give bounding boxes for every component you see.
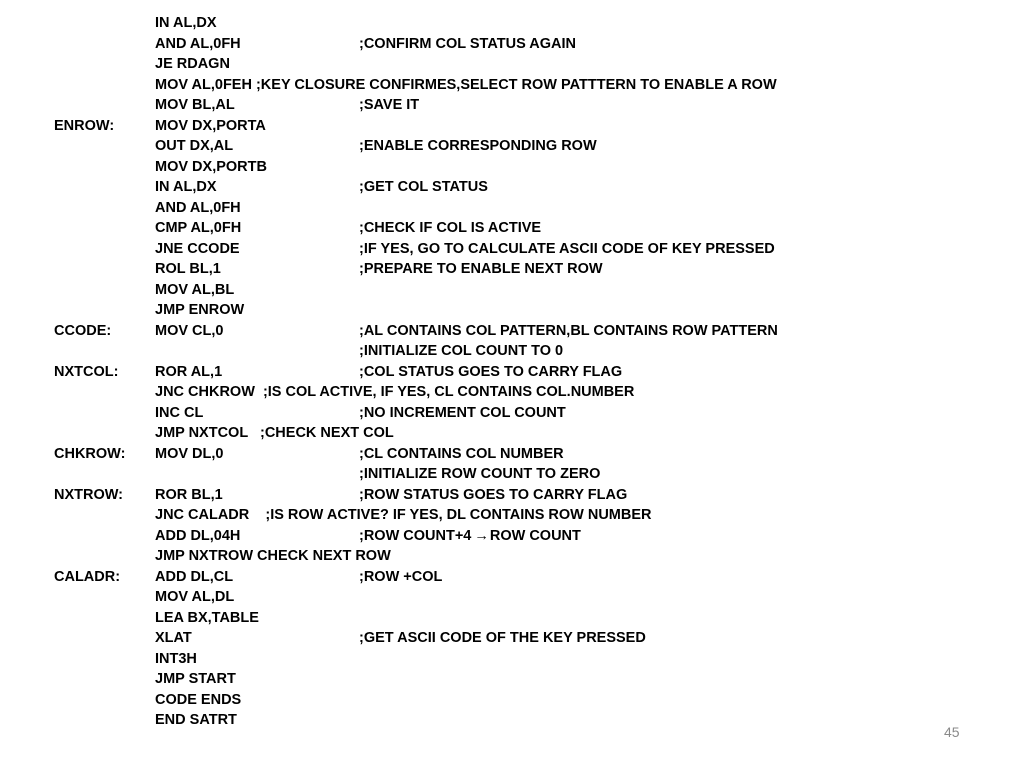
code-line — [54, 321, 994, 342]
code-label: CHKROW: — [54, 445, 126, 462]
code-comment — [359, 464, 600, 485]
code-line — [54, 34, 994, 55]
code-line — [54, 423, 994, 444]
code-comment-text: ;COL STATUS GOES TO CARRY FLAG — [359, 363, 623, 380]
code-line — [54, 198, 994, 219]
code-line — [54, 403, 994, 424]
code-comment — [359, 526, 581, 547]
assembly-code-listing — [54, 13, 994, 731]
code-instruction: INT3H — [155, 650, 197, 667]
code-instruction: MOV DX,PORTB — [155, 158, 267, 175]
code-instruction: JE RDAGN — [155, 56, 230, 72]
code-instruction: ADD DL,04H — [155, 527, 241, 544]
code-line — [54, 608, 994, 629]
code-comment-text: ;ROW COUNT+4 — [359, 527, 472, 544]
code-instruction: JMP START — [155, 671, 236, 687]
code-comment — [359, 341, 563, 362]
code-comment-text: ;PREPARE TO ENABLE NEXT ROW — [359, 261, 603, 277]
code-instruction: JNC CHKROW ;IS COL ACTIVE, IF YES, CL CONTAINS COL.NUMBER — [155, 384, 635, 400]
page-number: 45 — [944, 724, 960, 740]
code-line — [54, 95, 994, 116]
code-comment-text: ;ENABLE CORRESPONDING ROW — [359, 138, 597, 154]
code-comment — [359, 34, 576, 55]
code-comment-tail: ROW COUNT — [489, 527, 581, 544]
code-comment-text: ;CHECK IF COL IS ACTIVE — [359, 220, 542, 236]
code-instruction: MOV BL,AL — [155, 97, 235, 113]
code-instruction: JMP NXTROW CHECK NEXT ROW — [155, 548, 391, 564]
code-line — [54, 649, 994, 670]
code-comment — [359, 403, 566, 424]
code-label: CCODE: — [54, 322, 112, 339]
code-label: CALADR: — [54, 568, 121, 585]
code-instruction: CMP AL,0FH — [155, 220, 242, 236]
code-line — [54, 157, 994, 178]
code-line — [54, 13, 994, 34]
code-instruction: MOV AL,BL — [155, 281, 235, 298]
code-line — [54, 239, 994, 260]
code-line — [54, 464, 994, 485]
code-comment — [359, 485, 627, 506]
code-comment — [359, 177, 488, 198]
code-line — [54, 259, 994, 280]
code-comment-text: ;GET COL STATUS — [359, 179, 488, 195]
code-comment — [359, 136, 597, 157]
code-line — [54, 444, 994, 465]
code-instruction: AND AL,0FH — [155, 35, 241, 52]
code-comment — [359, 218, 541, 239]
code-instruction: INC CL — [155, 404, 204, 421]
code-instruction: IN AL,DX — [155, 179, 217, 195]
code-comment-text: ;NO INCREMENT COL COUNT — [359, 404, 566, 421]
code-comment — [359, 95, 419, 116]
code-line — [54, 362, 994, 383]
code-instruction: JMP ENROW — [155, 302, 245, 318]
code-line — [54, 136, 994, 157]
code-instruction: CODE ENDS — [155, 691, 242, 708]
code-line — [54, 75, 994, 96]
code-instruction: JNE CCODE — [155, 240, 240, 257]
code-label: ENROW: — [54, 117, 115, 134]
code-instruction: OUT DX,AL — [155, 138, 234, 154]
code-comment-text: ;CL CONTAINS COL NUMBER — [359, 445, 564, 462]
code-instruction: MOV DX,PORTA — [155, 117, 266, 134]
code-instruction: MOV DL,0 — [155, 445, 224, 462]
code-line — [54, 526, 994, 547]
code-instruction: IN AL,DX — [155, 15, 217, 31]
code-comment-text: ;INITIALIZE COL COUNT TO 0 — [359, 343, 564, 359]
code-line — [54, 669, 994, 690]
code-line — [54, 116, 994, 137]
code-comment-text: ;ROW STATUS GOES TO CARRY FLAG — [359, 486, 628, 503]
code-line — [54, 341, 994, 362]
code-line — [54, 54, 994, 75]
code-line — [54, 177, 994, 198]
code-comment — [359, 628, 646, 649]
code-line — [54, 587, 994, 608]
code-label: NXTROW: — [54, 486, 124, 503]
code-line — [54, 546, 994, 567]
code-comment-text: ;INITIALIZE ROW COUNT TO ZERO — [359, 466, 601, 482]
code-comment — [359, 239, 775, 260]
code-comment-text: ;SAVE IT — [359, 97, 420, 113]
right-arrow-icon: → — [474, 527, 489, 544]
code-line — [54, 710, 994, 731]
code-instruction: JNC CALADR ;IS ROW ACTIVE? IF YES, DL CONTAINS ROW NUMBER — [155, 507, 652, 523]
code-line — [54, 382, 994, 403]
code-instruction: ADD DL,CL — [155, 568, 234, 585]
code-comment — [359, 321, 778, 342]
code-comment-text: ;IF YES, GO TO CALCULATE ASCII CODE OF KEY PRESSED — [359, 240, 775, 257]
code-line — [54, 567, 994, 588]
code-line — [54, 690, 994, 711]
code-label: NXTCOL: — [54, 363, 119, 380]
code-instruction: MOV AL,0FEH ;KEY CLOSURE CONFIRMES,SELECT ROW PATTTERN TO ENABLE A ROW — [155, 76, 777, 93]
code-instruction: MOV CL,0 — [155, 322, 224, 339]
code-instruction: XLAT — [155, 630, 192, 646]
code-comment-text: ;CONFIRM COL STATUS AGAIN — [359, 35, 576, 52]
code-instruction: JMP NXTCOL ;CHECK NEXT COL — [155, 425, 394, 441]
code-instruction: ROR AL,1 — [155, 363, 223, 380]
code-instruction: AND AL,0FH — [155, 199, 241, 216]
code-line — [54, 505, 994, 526]
code-instruction: LEA BX,TABLE — [155, 609, 259, 626]
code-comment — [359, 444, 564, 465]
code-line — [54, 485, 994, 506]
code-comment-text: ;AL CONTAINS COL PATTERN,BL CONTAINS ROW PATTERN — [359, 322, 778, 339]
code-comment — [359, 567, 442, 588]
code-comment-text: ;GET ASCII CODE OF THE KEY PRESSED — [359, 630, 646, 646]
code-line — [54, 628, 994, 649]
code-instruction: END SATRT — [155, 712, 237, 728]
code-line — [54, 218, 994, 239]
code-comment — [359, 362, 622, 383]
code-instruction: MOV AL,DL — [155, 589, 235, 605]
code-comment — [359, 259, 603, 280]
code-instruction: ROL BL,1 — [155, 261, 221, 277]
code-line — [54, 280, 994, 301]
code-comment-text: ;ROW +COL — [359, 568, 443, 585]
code-instruction: ROR BL,1 — [155, 486, 223, 503]
code-line — [54, 300, 994, 321]
